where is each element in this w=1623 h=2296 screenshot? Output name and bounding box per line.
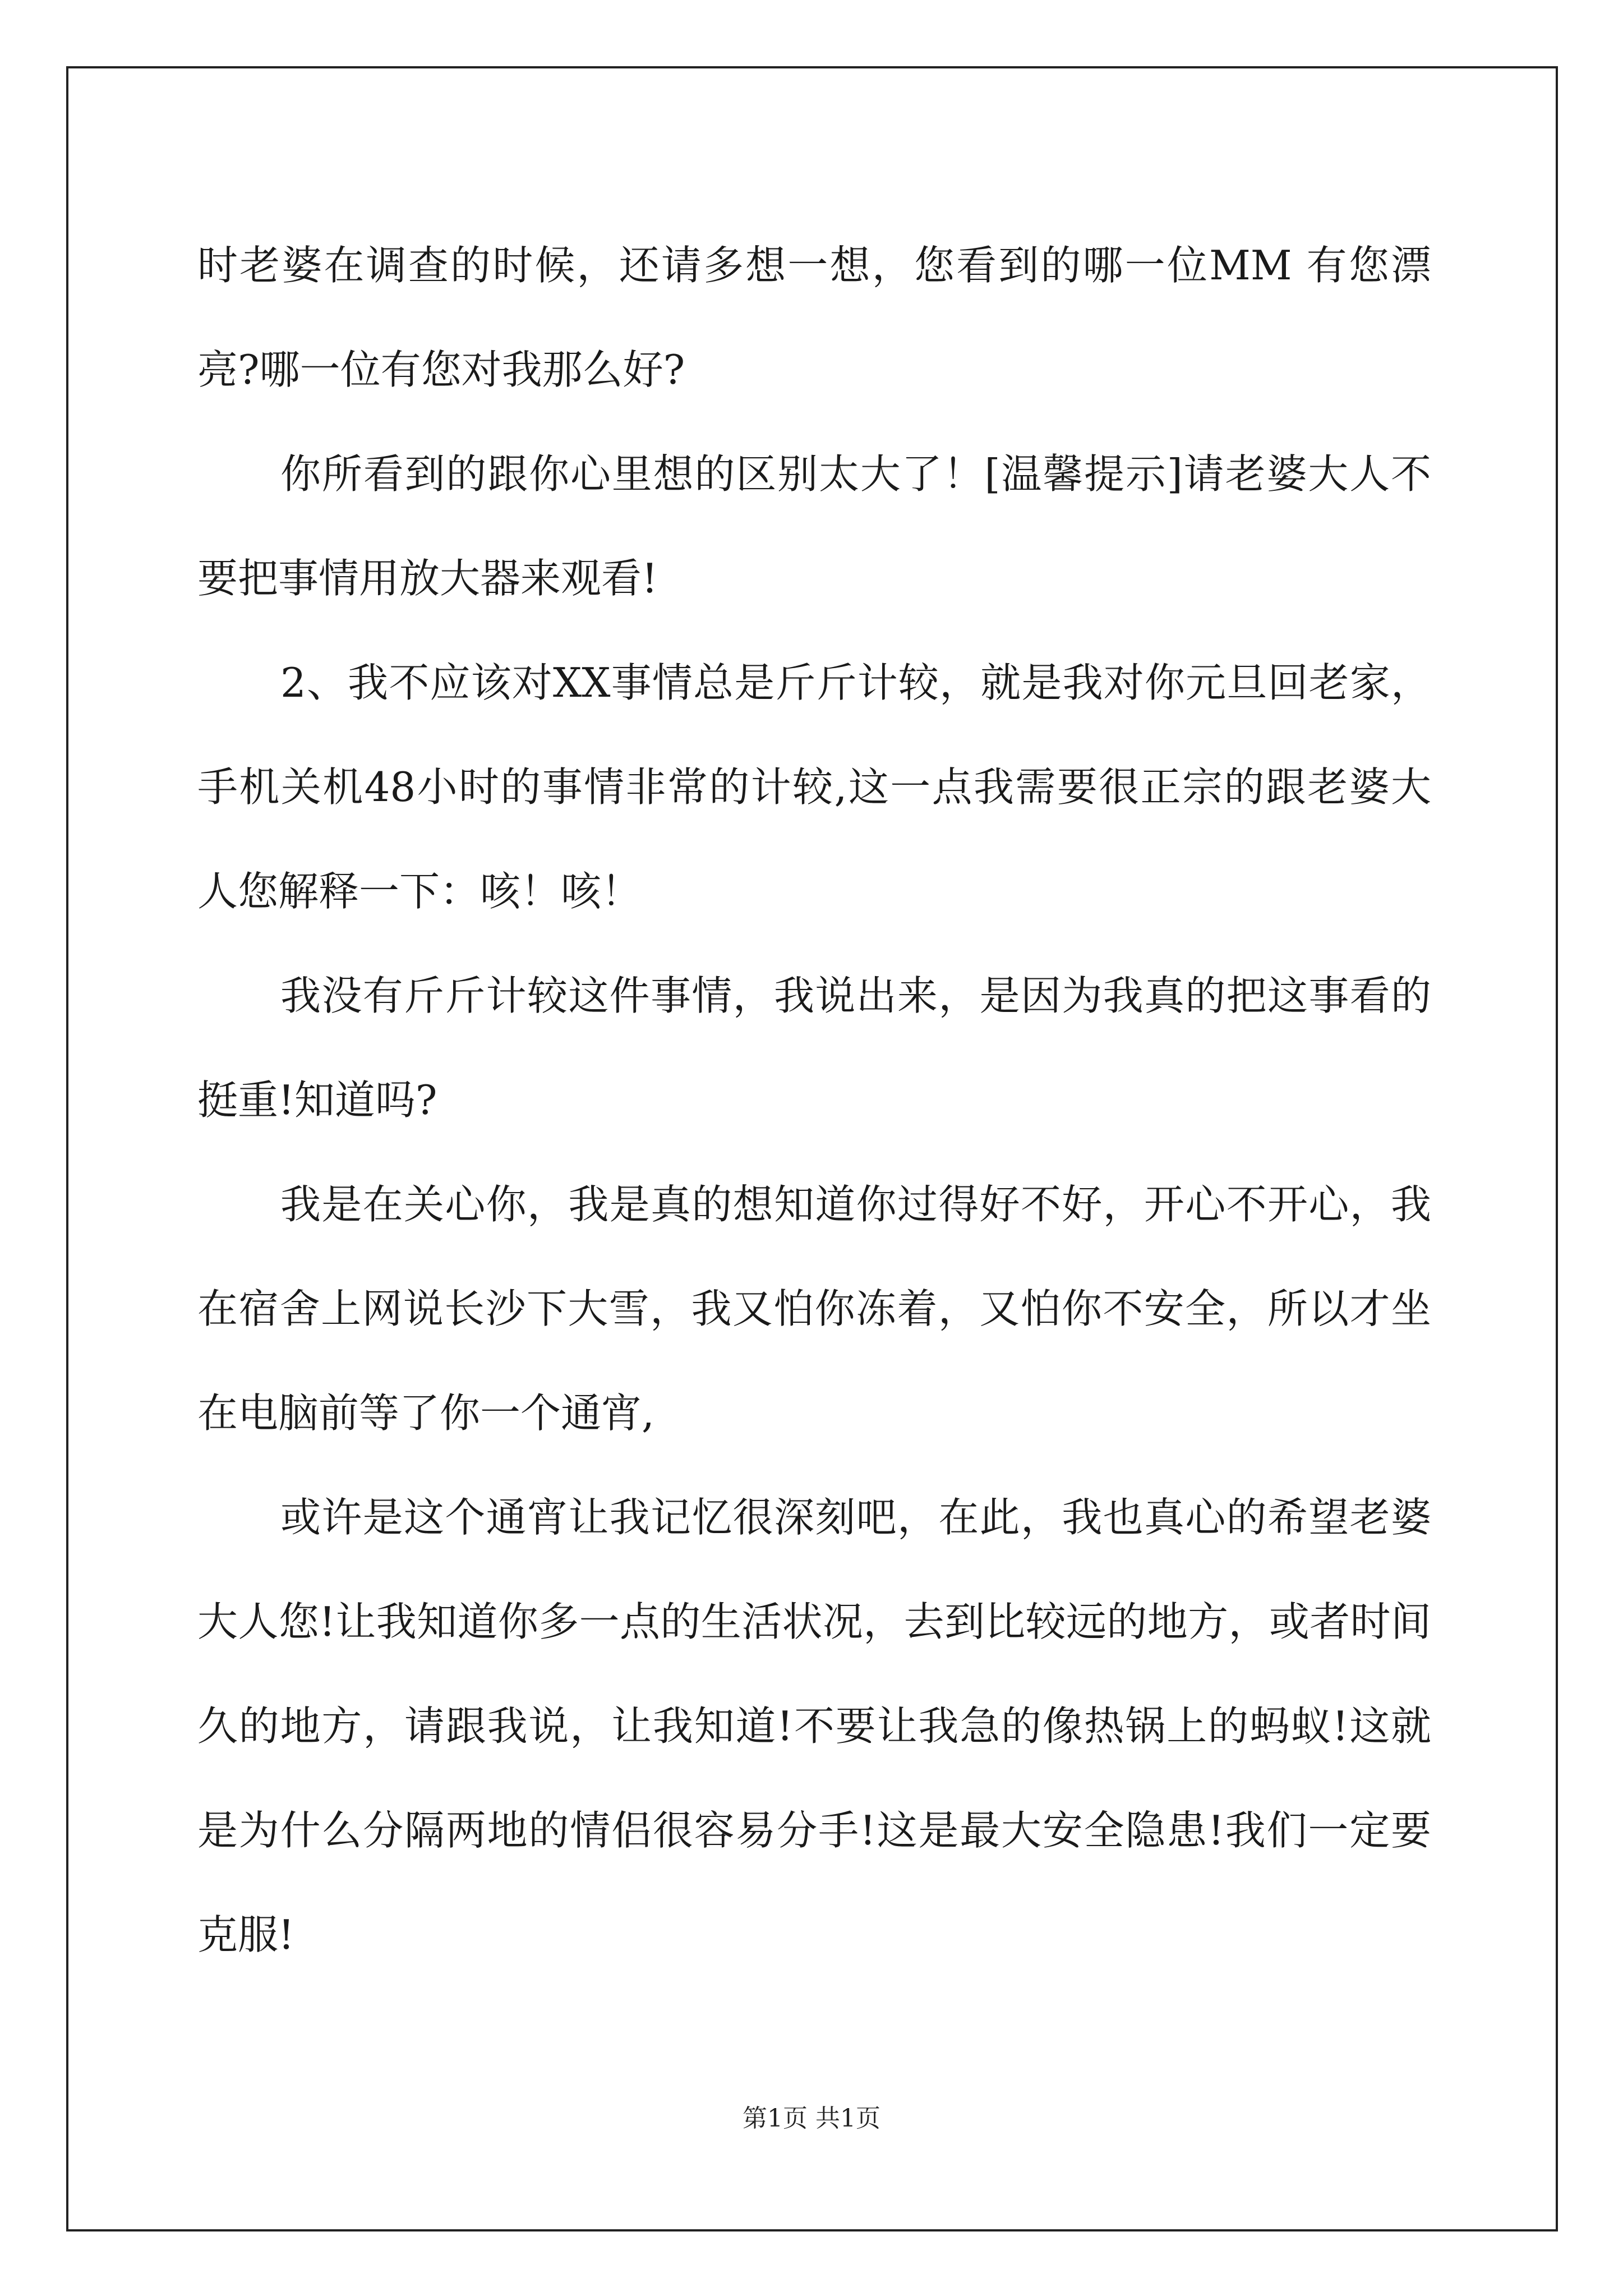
page-footer: 第1页 共1页 [743,2104,880,2133]
paragraph-4: 我没有斤斤计较这件事情，我说出来，是因为我真的把这事看的挺重!知道吗? [197,972,1431,1124]
paragraph-3: 2、我不应该对XX事情总是斤斤计较，就是我对你元旦回老家，手机关机48小时的事情非常的计较,这一点我需要很正宗的跟老婆大人您解释一下：咳！咳！ [197,659,1431,915]
paragraph-1: 时老婆在调查的时候，还请多想一想，您看到的哪一位MM 有您漂亮?哪一位有您对我那么好? [197,242,1431,393]
paragraph-6: 或许是这个通宵让我记忆很深刻吧，在此，我也真心的希望老婆大人您!让我知道你多一点的生活状况，去到比较远的地方，或者时间久的地方，请跟我说，让我知道!不要让我急的像热锅上的蚂蚁!这就是为什么分隔两地的情侣很容易分手!这是最大安全隐患!我们一定要克服! [197,1494,1431,1958]
document-body [197,213,1431,1987]
paragraph-5: 我是在关心你，我是真的想知道你过得好不好，开心不开心，我在宿舍上网说长沙下大雪，我又怕你冻着，又怕你不安全，所以才坐在电脑前等了你一个通宵, [197,1181,1431,1437]
paragraph-2: 你所看到的跟你心里想的区别太大了！[温馨提示]请老婆大人不要把事情用放大器来观看! [197,450,1431,602]
